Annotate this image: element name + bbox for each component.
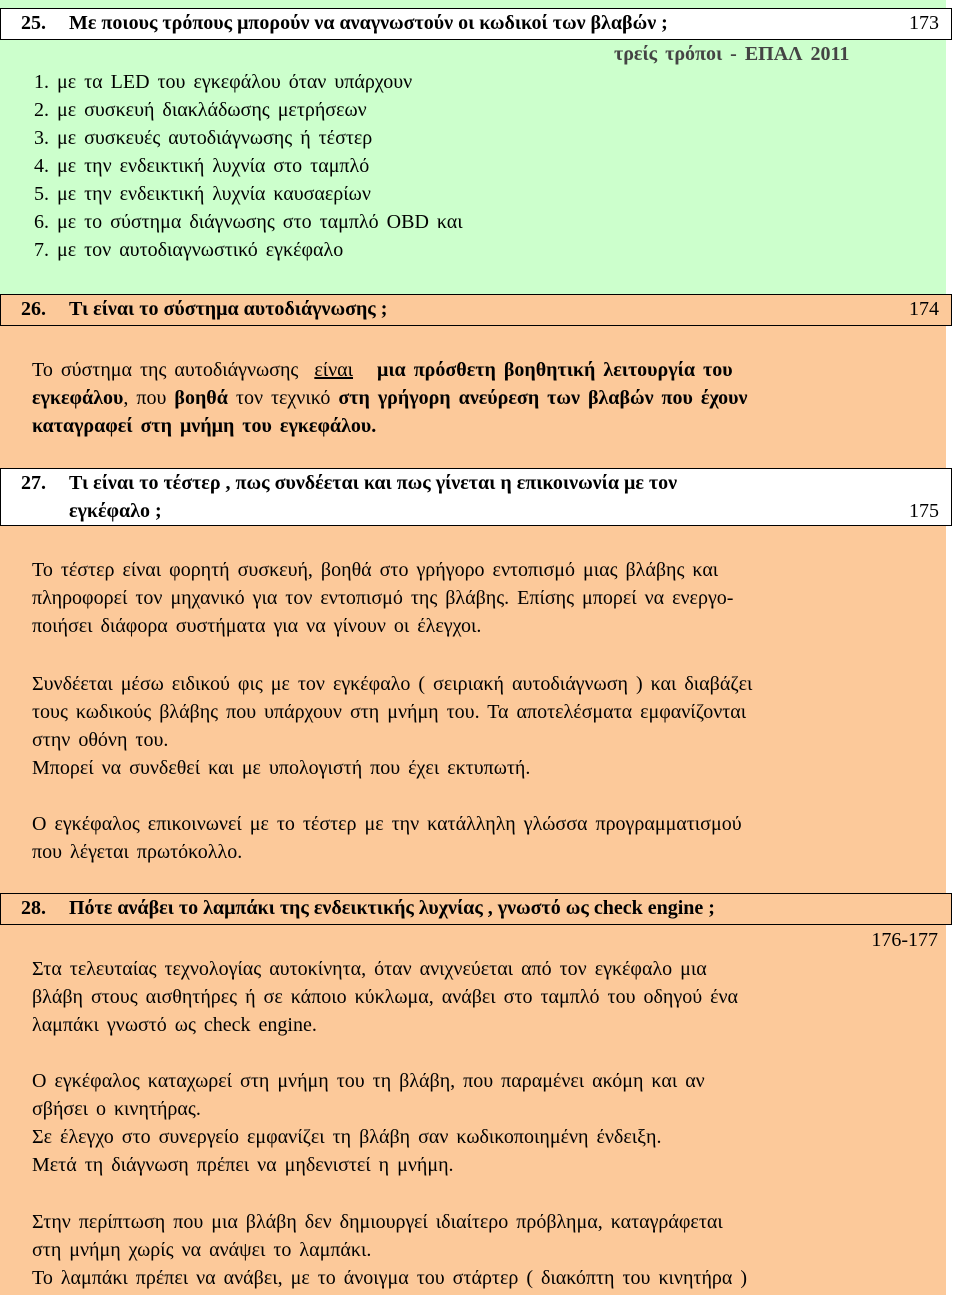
page-reference: 173 [909,12,939,34]
answer-line: σβήσει ο κινητήρας. [32,1098,201,1120]
answer-line: Μετά τη διάγνωση πρέπει να μηδενιστεί η μνήμη. [32,1154,454,1176]
answer-line: στην οθόνη του. [32,729,169,751]
question-title: Πότε ανάβει το λαμπάκι της ενδεικτικής λυχνίας , γνωστό ως check engine ; [69,897,715,919]
question-25-header [0,8,952,40]
answer-line: Συνδέεται μέσω ειδικού φις με τον εγκέφαλο ( σειριακή αυτοδιάγνωση ) και διαβάζει [32,673,753,695]
answer-line [32,356,733,384]
answer-text-bold: στη γρήγορη ανεύρεση των βλαβών που έχουν [338,387,748,409]
question-title: Τι είναι το σύστημα αυτοδιάγνωσης ; [69,298,388,320]
page-reference: 175 [909,500,939,522]
answer-line [32,384,747,412]
question-number: 27. [21,472,46,494]
answer-line: Το τέστερ είναι φορητή συσκευή, βοηθά στο γρήγορο εντοπισμό μιας βλάβης και [32,559,719,581]
question-number: 28. [21,897,46,919]
answer-text-bold: εγκεφάλου [32,387,124,409]
answer-line: Μπορεί να συνδεθεί και με υπολογιστή που έχει εκτυπωτή. [32,757,531,779]
answer-line: Στα τελευταίας τεχνολογίας αυτοκίνητα, όταν ανιχνεύεται από τον εγκέφαλο μια [32,958,707,980]
question-28-header [0,893,952,925]
answer-line: καταγραφεί στη μνήμη του εγκεφάλου. [32,415,377,437]
list-item: 5. με την ενδεικτική λυχνία καυσαερίων [34,183,371,205]
question-number: 25. [21,12,46,34]
question-title: Τι είναι το τέστερ , πως συνδέεται και πως γίνεται η επικοινωνία με τον [69,472,678,494]
answer-line: λαμπάκι γνωστό ως check engine. [32,1014,317,1036]
answer-line: πληροφορεί τον μηχανικό για τον εντοπισμό της βλάβης. Επίσης μπορεί να ενεργο- [32,587,734,609]
page-reference: 176-177 [871,929,938,951]
answer-line: Στην περίπτωση που μια βλάβη δεν δημιουργεί ιδιαίτερο πρόβλημα, καταγράφεται [32,1211,723,1233]
answer-line: ποιήσει διάφορα συστήματα για να γίνουν οι έλεγχοι. [32,615,482,637]
question-title-continued: εγκέφαλο ; [69,500,162,522]
answer-line: Ο εγκέφαλος καταχωρεί στη μνήμη του τη βλάβη, που παραμένει ακόμη και αν [32,1070,705,1092]
answer-line: στη μνήμη χωρίς να ανάψει το λαμπάκι. [32,1239,372,1261]
answer-line: Το λαμπάκι πρέπει να ανάβει, με το άνοιγμα του στάρτερ ( διακόπτη του κινητήρα ) [32,1267,748,1289]
answer-line: τους κωδικούς βλάβης που υπάρχουν στη μνήμη του. Τα αποτελέσματα εμφανίζονται [32,701,747,723]
list-item: 1. με τα LED του εγκεφάλου όταν υπάρχουν [34,71,413,93]
question-27-header [0,468,952,526]
page-reference: 174 [909,298,939,320]
question-note: τρείς τρόποι - ΕΠΑΛ 2011 [614,43,850,65]
answer-text-bold: μια πρόσθετη βοηθητική λειτουργία του [377,359,733,381]
answer-line: που λέγεται πρωτόκολλο. [32,841,243,863]
answer-line: βλάβη στους αισθητήρες ή σε κάποιο κύκλωμα, ανάβει στο ταμπλό του οδηγού ένα [32,986,739,1008]
answer-text-bold: βοηθά [174,387,228,409]
question-title: Με ποιους τρόπους μπορούν να αναγνωστούν οι κωδικοί των βλαβών ; [69,12,668,34]
answer-text-underlined: είναι [314,359,354,381]
answer-text: τον τεχνικό [235,387,331,409]
list-item: 2. με συσκευή διακλάδωσης μετρήσεων [34,99,367,121]
list-item: 6. με το σύστημα διάγνωσης στο ταμπλό OBD και [34,211,463,233]
question-26-header [0,294,952,326]
question-number: 26. [21,298,46,320]
answer-line: Ο εγκέφαλος επικοινωνεί με το τέστερ με την κατάλληλη γλώσσα προγραμματισμού [32,813,742,835]
list-item: 7. με τον αυτοδιαγνωστικό εγκέφαλο [34,239,344,261]
answer-text: , που [123,387,167,409]
list-item: 3. με συσκευές αυτοδιάγνωσης ή τέστερ [34,127,373,149]
answer-text: Το σύστημα της αυτοδιάγνωσης [32,359,299,381]
list-item: 4. με την ενδεικτική λυχνία στο ταμπλό [34,155,370,177]
answer-line: Σε έλεγχο στο συνεργείο εμφανίζει τη βλάβη σαν κωδικοποιημένη ένδειξη. [32,1126,662,1148]
